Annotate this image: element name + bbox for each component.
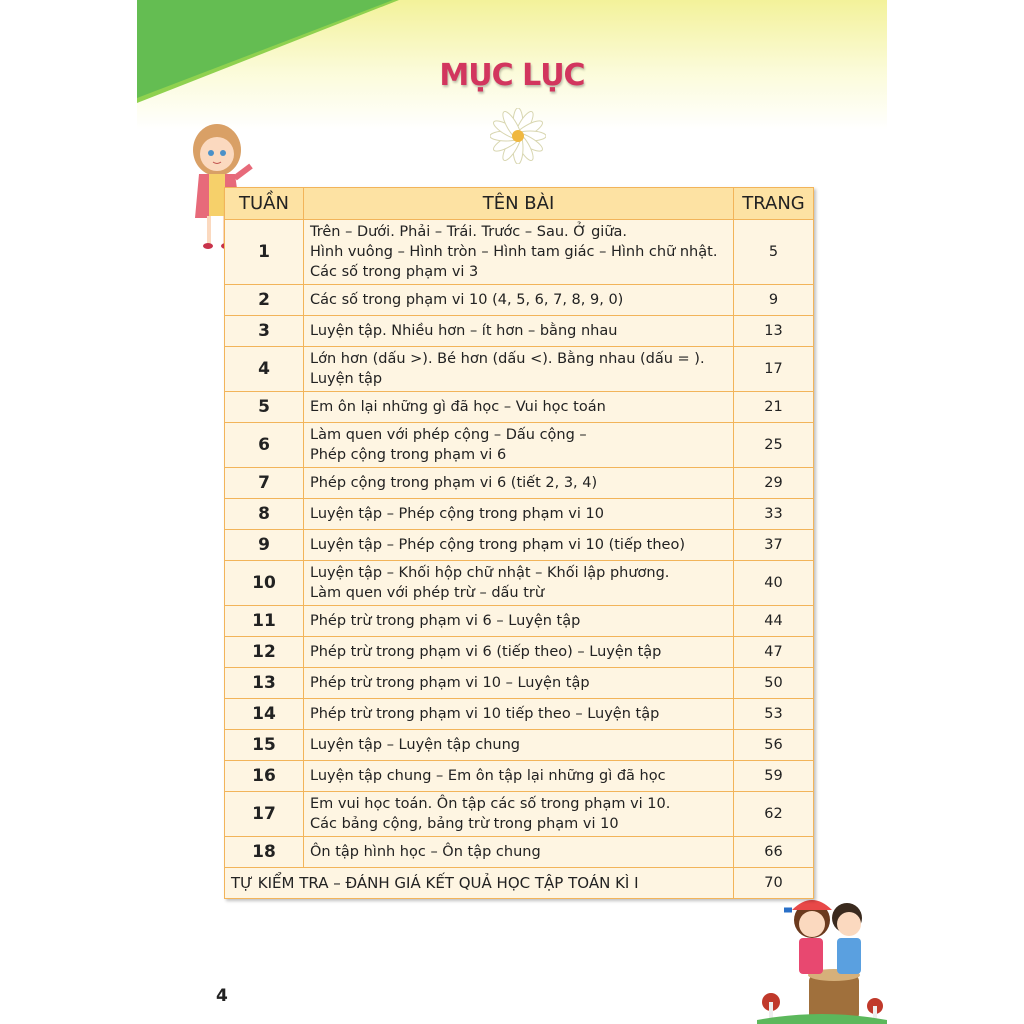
lesson-title — [304, 392, 734, 423]
table-row — [225, 347, 814, 392]
lesson-line: Làm quen với phép cộng – Dấu cộng – — [310, 427, 587, 443]
page-ref: 5 — [734, 220, 814, 285]
week-number: 10 — [225, 561, 304, 606]
lesson-line: Các bảng cộng, bảng trừ trong phạm vi 10 — [310, 816, 619, 832]
page-ref: 56 — [734, 730, 814, 761]
table-row — [225, 392, 814, 423]
table-row — [225, 637, 814, 668]
page-ref: 9 — [734, 285, 814, 316]
header-page: TRANG — [734, 188, 814, 220]
table-row — [225, 761, 814, 792]
lesson-title — [304, 699, 734, 730]
page-ref: 29 — [734, 468, 814, 499]
lesson-title — [304, 730, 734, 761]
table-row — [225, 220, 814, 285]
week-number: 5 — [225, 392, 304, 423]
table-row — [225, 316, 814, 347]
week-number: 4 — [225, 347, 304, 392]
table-row — [225, 699, 814, 730]
lesson-line: Em ôn lại những gì đã học – Vui học toán — [310, 399, 606, 415]
table-row — [225, 668, 814, 699]
lesson-line: Phép trừ trong phạm vi 10 – Luyện tập — [310, 675, 590, 691]
lesson-line: Lớn hơn (dấu >). Bé hơn (dấu <). Bằng nhau (dấu = ). — [310, 351, 705, 367]
page-ref: 50 — [734, 668, 814, 699]
week-number: 12 — [225, 637, 304, 668]
lesson-title — [304, 468, 734, 499]
lesson-title — [304, 637, 734, 668]
lesson-line: Phép trừ trong phạm vi 6 – Luyện tập — [310, 613, 581, 629]
page-ref: 47 — [734, 637, 814, 668]
green-corner-decoration — [137, 0, 887, 110]
lesson-title — [304, 499, 734, 530]
week-number: 14 — [225, 699, 304, 730]
lesson-line: Luyện tập – Luyện tập chung — [310, 737, 521, 753]
page-ref: 66 — [734, 837, 814, 868]
header-week: TUẦN — [225, 188, 304, 220]
lesson-line: Ôn tập hình học – Ôn tập chung — [310, 844, 541, 860]
lesson-line: Em vui học toán. Ôn tập các số trong phạm vi 10. — [310, 796, 671, 812]
daisy-flower-icon — [490, 108, 546, 164]
table-row — [225, 468, 814, 499]
table-row — [225, 730, 814, 761]
page-ref: 33 — [734, 499, 814, 530]
week-number: 7 — [225, 468, 304, 499]
table-row-final — [225, 868, 814, 899]
lesson-line: Phép trừ trong phạm vi 10 tiếp theo – Luyện tập — [310, 706, 660, 722]
lesson-line: Phép cộng trong phạm vi 6 — [310, 447, 507, 463]
lesson-line: Luyện tập. Nhiều hơn – ít hơn – bằng nhau — [310, 323, 618, 339]
lesson-title — [304, 837, 734, 868]
page-ref: 62 — [734, 792, 814, 837]
lesson-line: Luyện tập – Khối hộp chữ nhật – Khối lập phương. — [310, 565, 670, 581]
lesson-title — [304, 761, 734, 792]
lesson-title — [304, 530, 734, 561]
week-number: 17 — [225, 792, 304, 837]
lesson-line: Trên – Dưới. Phải – Trái. Trước – Sau. Ở giữa. — [310, 224, 628, 240]
lesson-line: Luyện tập chung – Em ôn tập lại những gì đã học — [310, 768, 666, 784]
table-row — [225, 837, 814, 868]
lesson-line: Luyện tập — [310, 371, 383, 387]
week-number: 9 — [225, 530, 304, 561]
page-ref: 59 — [734, 761, 814, 792]
lesson-title — [304, 561, 734, 606]
week-number: 16 — [225, 761, 304, 792]
week-number: 6 — [225, 423, 304, 468]
lesson-title — [304, 792, 734, 837]
week-number: 11 — [225, 606, 304, 637]
lesson-title — [304, 606, 734, 637]
week-number: 15 — [225, 730, 304, 761]
header-lesson: TÊN BÀI — [304, 188, 734, 220]
page-ref: 37 — [734, 530, 814, 561]
lesson-title — [304, 668, 734, 699]
table-row — [225, 423, 814, 468]
lesson-line: Luyện tập – Phép cộng trong phạm vi 10 — [310, 506, 604, 522]
final-test-label: TỰ KIỂM TRA – ĐÁNH GIÁ KẾT QUẢ HỌC TẬP TOÁN KÌ I — [225, 868, 734, 899]
table-row — [225, 606, 814, 637]
table-of-contents — [224, 187, 814, 899]
page-ref: 25 — [734, 423, 814, 468]
table-row — [225, 285, 814, 316]
table-row — [225, 499, 814, 530]
lesson-line: Hình vuông – Hình tròn – Hình tam giác – Hình chữ nhật. — [310, 244, 718, 260]
week-number: 3 — [225, 316, 304, 347]
week-number: 13 — [225, 668, 304, 699]
week-number: 8 — [225, 499, 304, 530]
page-ref: 70 — [734, 868, 814, 899]
lesson-line: Làm quen với phép trừ – dấu trừ — [310, 585, 545, 601]
lesson-title — [304, 220, 734, 285]
page-title: MỤC LỤC — [439, 58, 585, 93]
page-number: 4 — [216, 986, 228, 1006]
lesson-title — [304, 347, 734, 392]
page-ref: 13 — [734, 316, 814, 347]
lesson-title — [304, 423, 734, 468]
week-number: 1 — [225, 220, 304, 285]
kids-on-stump-illustration — [757, 890, 887, 1024]
table-row — [225, 792, 814, 837]
page-ref: 53 — [734, 699, 814, 730]
page-ref: 17 — [734, 347, 814, 392]
page-ref: 40 — [734, 561, 814, 606]
lesson-title — [304, 316, 734, 347]
lesson-line: Phép trừ trong phạm vi 6 (tiếp theo) – Luyện tập — [310, 644, 662, 660]
lesson-line: Phép cộng trong phạm vi 6 (tiết 2, 3, 4) — [310, 475, 598, 491]
lesson-title — [304, 285, 734, 316]
lesson-line: Luyện tập – Phép cộng trong phạm vi 10 (tiếp theo) — [310, 537, 685, 553]
lesson-line: Các số trong phạm vi 10 (4, 5, 6, 7, 8, 9, 0) — [310, 292, 624, 308]
lesson-line: Các số trong phạm vi 3 — [310, 264, 479, 280]
week-number: 2 — [225, 285, 304, 316]
page-ref: 44 — [734, 606, 814, 637]
table-row — [225, 530, 814, 561]
week-number: 18 — [225, 837, 304, 868]
table-row — [225, 561, 814, 606]
page-ref: 21 — [734, 392, 814, 423]
